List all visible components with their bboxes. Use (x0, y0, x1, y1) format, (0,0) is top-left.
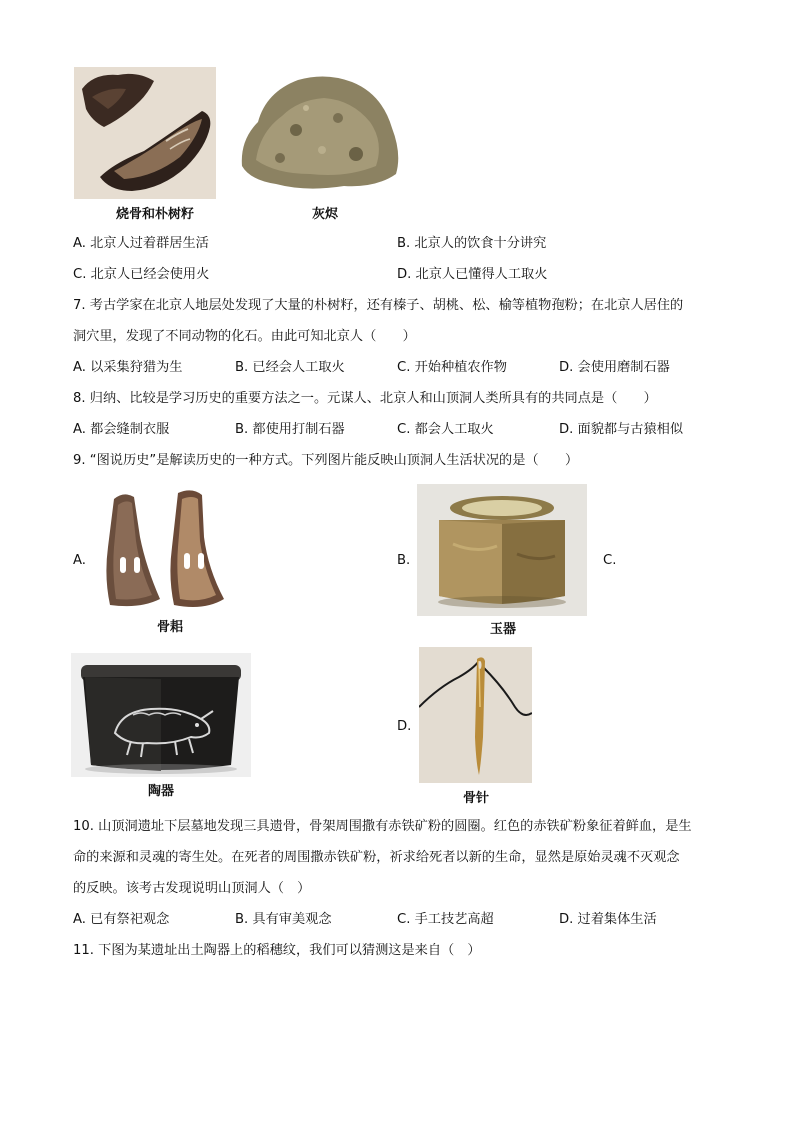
q6-option-b[interactable]: B. 北京人的饮食十分讲究 (397, 236, 547, 251)
pottery-pig-photo[interactable] (71, 653, 251, 777)
ash-photo (236, 70, 404, 196)
q8-option-a[interactable]: A. 都会缝制衣服 (73, 422, 170, 437)
q11-stem-line1: 11. 下图为某遗址出土陶器上的稻穗纹，我们可以猜测这是来自（ ） (73, 943, 481, 958)
q8-option-b[interactable]: B. 都使用打制石器 (235, 422, 345, 437)
q10-option-a[interactable]: A. 已有祭祀观念 (73, 912, 170, 927)
q8-option-c[interactable]: C. 都会人工取火 (397, 422, 494, 437)
q7-stem-line2: 洞穴里，发现了不同动物的化石。由此可知北京人（ ） (73, 329, 416, 344)
q10-option-c[interactable]: C. 手工技艺高超 (397, 912, 494, 927)
q9-option-b-label[interactable]: B. (397, 553, 411, 568)
q7-option-d[interactable]: D. 会使用磨制石器 (559, 360, 670, 375)
q10-stem-line2: 命的来源和灵魂的寄生处。在死者的周围撒赤铁矿粉，祈求给死者以新的生命，显然是原始灵魂不灭观念 (73, 850, 680, 865)
q9-caption-bone-needle: 骨针 (462, 791, 489, 806)
q9-option-d-label[interactable]: D. (397, 719, 412, 734)
q6-caption-bone-seeds: 烧骨和朴树籽 (115, 207, 194, 222)
q7-stem-line1: 7. 考古学家在北京人地层处发现了大量的朴树籽，还有榛子、胡桃、松、榆等植物孢粉；在北京人居住的 (73, 298, 684, 313)
burnt-bone-seeds-photo (74, 67, 216, 199)
bone-spade-photo[interactable] (100, 487, 228, 612)
jade-cong-photo[interactable] (417, 484, 587, 616)
q6-caption-ash: 灰烬 (311, 207, 338, 222)
q9-option-c-label[interactable]: C. (603, 553, 617, 568)
q10-stem-line1: 10. 山顶洞遗址下层墓地发现三具遗骨，骨架周围撒有赤铁矿粉的圆圈。红色的赤铁矿粉象征着鲜血，是生 (73, 819, 692, 834)
bone-needle-photo[interactable] (419, 647, 532, 783)
q7-option-b[interactable]: B. 已经会人工取火 (235, 360, 345, 375)
q8-option-d[interactable]: D. 面貌都与古猿相似 (559, 422, 684, 437)
q10-stem-line3: 的反映。该考古发现说明山顶洞人（ ） (73, 881, 311, 896)
q9-caption-jade: 玉器 (489, 622, 516, 637)
q6-option-a[interactable]: A. 北京人过着群居生活 (73, 236, 209, 251)
q6-option-c[interactable]: C. 北京人已经会使用火 (73, 267, 210, 282)
q10-option-b[interactable]: B. 具有审美观念 (235, 912, 332, 927)
q6-option-d[interactable]: D. 北京人已懂得人工取火 (397, 267, 548, 282)
q9-caption-bone-spade: 骨耜 (156, 620, 183, 635)
q7-option-a[interactable]: A. 以采集狩猎为生 (73, 360, 183, 375)
q10-option-d[interactable]: D. 过着集体生活 (559, 912, 657, 927)
q7-option-c[interactable]: C. 开始种植农作物 (397, 360, 507, 375)
q9-option-a-label[interactable]: A. (73, 553, 86, 568)
q9-caption-pottery: 陶器 (147, 784, 174, 799)
q8-stem-line1: 8. 归纳、比较是学习历史的重要方法之一。元谋人、北京人和山顶洞人类所具有的共同点是（ ） (73, 391, 657, 406)
q9-stem-line1: 9. “图说历史”是解读历史的一种方式。下列图片能反映山顶洞人生活状况的是（ ） (73, 453, 579, 468)
